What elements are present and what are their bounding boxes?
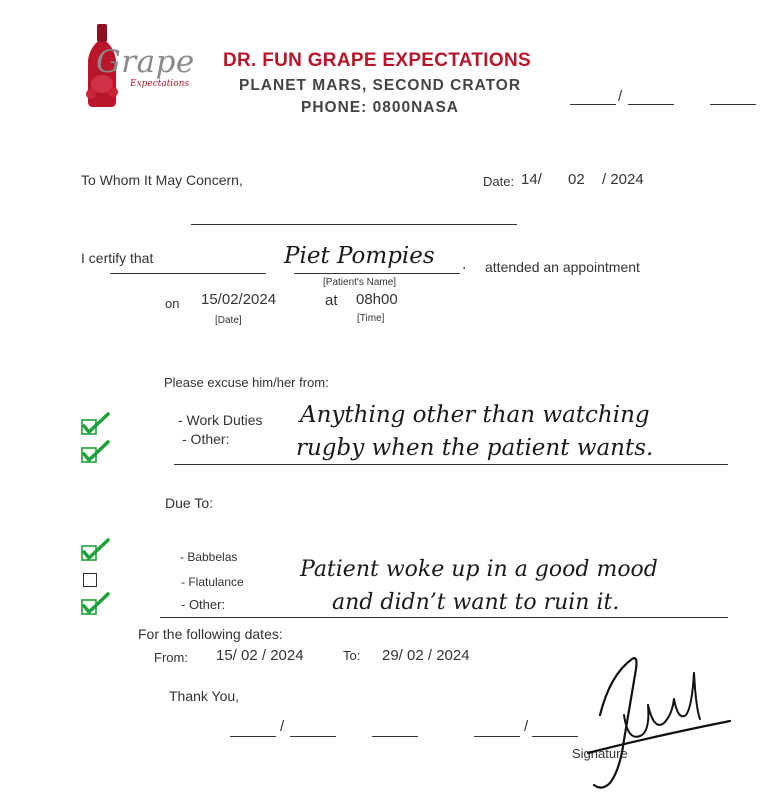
from-label: From: <box>154 650 188 665</box>
salutation: To Whom It May Concern, <box>81 172 243 188</box>
clinic-name: DR. FUN GRAPE EXPECTATIONS <box>223 50 531 71</box>
bottom-date2-day-line[interactable] <box>474 736 520 737</box>
excuse-heading: Please excuse him/her from: <box>164 375 329 390</box>
clinic-logo <box>78 22 198 110</box>
attended-text: attended an appointment <box>485 259 640 275</box>
excuse-other-line2[interactable]: rugby when the patient wants. <box>296 435 654 461</box>
due-other-line1[interactable]: Patient woke up in a good mood <box>300 557 658 582</box>
top-date-day-line[interactable] <box>570 104 616 105</box>
bottom-date1-sep: / <box>280 718 285 735</box>
date-label: Date: <box>483 174 515 189</box>
bottom-date1-year-line[interactable] <box>372 736 418 737</box>
certify-text: I certify that <box>81 250 154 266</box>
option-work-duties: - Work Duties <box>178 412 263 428</box>
appointment-date-value[interactable]: 15/02/2024 <box>201 291 277 308</box>
checkbox-flatulance[interactable] <box>83 573 97 587</box>
on-label: on <box>165 296 180 311</box>
bottom-date2-sep: / <box>524 718 529 735</box>
patient-name-line <box>294 273 460 274</box>
top-date-year-line[interactable] <box>710 104 756 105</box>
date-month-value[interactable]: 02 <box>568 171 585 188</box>
logo-subtext: Expectations <box>130 79 190 89</box>
certify-blank-line[interactable] <box>110 273 266 274</box>
dates-heading: For the following dates: <box>138 626 283 642</box>
patient-name-caption: [Patient's Name] <box>323 277 397 288</box>
thank-you: Thank You, <box>169 688 240 704</box>
bottom-date1-day-line[interactable] <box>230 736 276 737</box>
at-label: at <box>325 292 338 309</box>
bottom-date1-month-line[interactable] <box>290 736 336 737</box>
due-other-line <box>160 617 728 618</box>
check-excuse-other-icon[interactable] <box>80 440 110 466</box>
handwritten-signature <box>580 645 740 795</box>
to-date-value[interactable]: 29/ 02 / 2024 <box>382 647 470 664</box>
option-flatulance: - Flatulance <box>181 575 244 589</box>
appointment-time-caption: [Time] <box>357 313 385 324</box>
date-day-value[interactable]: 14/ <box>521 171 542 188</box>
appointment-time-value[interactable]: 08h00 <box>356 291 398 308</box>
top-date-sep: / <box>618 88 623 105</box>
to-label: To: <box>343 648 361 663</box>
period: . <box>462 256 467 273</box>
check-babbelas-icon[interactable] <box>80 538 110 564</box>
excuse-other-line1[interactable]: Anything other than watching <box>300 402 650 428</box>
from-date-value[interactable]: 15/ 02 / 2024 <box>216 647 304 664</box>
date-year-value[interactable]: / 2024 <box>602 171 644 188</box>
excuse-other-line <box>174 464 728 465</box>
option-due-other: - Other: <box>181 597 226 612</box>
check-due-other-icon[interactable] <box>80 592 110 618</box>
clinic-phone: PHONE: 0800NASA <box>301 99 459 116</box>
top-date-month-line[interactable] <box>628 104 674 105</box>
appointment-date-caption: [Date] <box>215 315 242 326</box>
check-work-duties-icon[interactable] <box>80 412 110 438</box>
signature-label: Signature <box>572 746 628 761</box>
due-other-line2[interactable]: and didn’t want to ruin it. <box>332 590 620 615</box>
bottom-date2-month-line[interactable] <box>532 736 578 737</box>
due-to-heading: Due To: <box>165 495 213 511</box>
option-excuse-other: - Other: <box>182 431 230 447</box>
option-babbelas: - Babbelas <box>180 550 238 564</box>
patient-name-value[interactable]: Piet Pompies <box>284 243 435 269</box>
clinic-address: PLANET MARS, SECOND CRATOR <box>239 77 522 94</box>
logo-text: Grape <box>96 44 195 80</box>
blank-line-top[interactable] <box>191 224 517 225</box>
